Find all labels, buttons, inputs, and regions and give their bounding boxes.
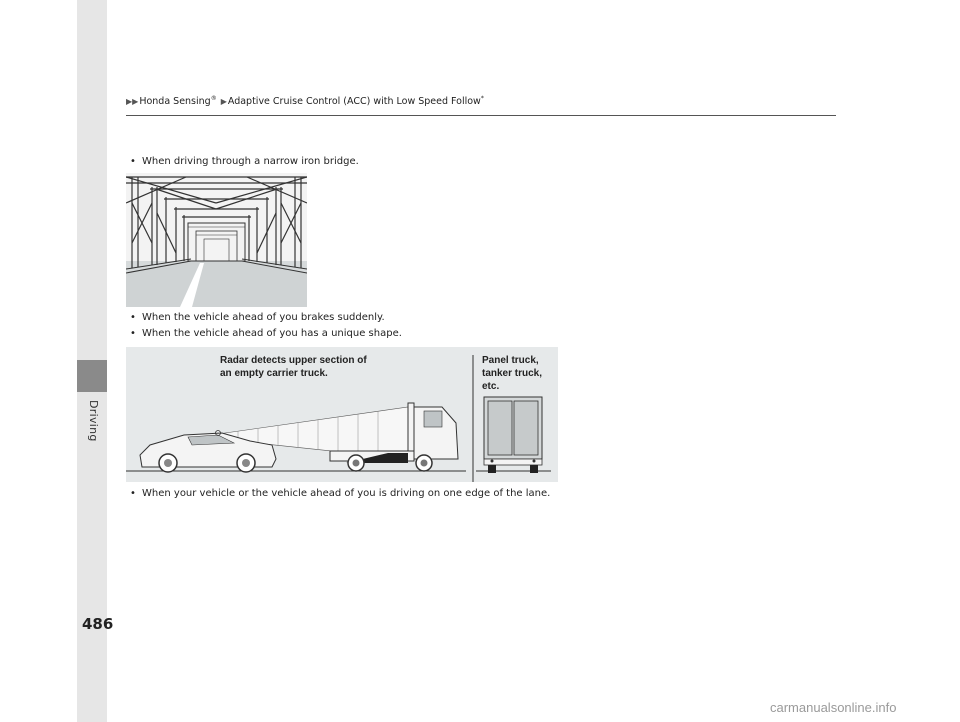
radar-label-line1: Radar detects upper section of [220,355,367,366]
breadcrumb-item-honda-sensing[interactable]: Honda Sensing® [139,95,217,108]
sidebar-section-label: Driving [87,400,100,442]
sidebar-tab-marker [77,360,107,392]
bullet-icon: • [130,328,136,339]
bullet-item: • When driving through a narrow iron bridge. [130,156,359,167]
page-number: 486 [82,615,114,633]
panel-truck-label-line2: tanker truck, [482,368,543,379]
panel-truck-label-line3: etc. [482,381,500,392]
bullet-icon: • [130,488,136,499]
breadcrumb-arrow-icon: ▶ [220,96,227,106]
bullet-icon: • [130,312,136,323]
radar-label-line2: an empty carrier truck. [220,368,328,379]
bullet-item: • When your vehicle or the vehicle ahead of you is driving on one edge of the lane. [130,488,551,499]
breadcrumb-arrow-icon: ▶▶ [126,96,139,106]
watermark: carmanualsonline.info [770,700,897,715]
bullet-icon: • [130,156,136,167]
radar-detection-illustration [126,347,558,482]
bullet-item: • When the vehicle ahead of you brakes suddenly. [130,312,385,323]
panel-truck-illustration [484,397,542,473]
bullet-item: • When the vehicle ahead of you has a unique shape. [130,328,402,339]
breadcrumb [126,95,488,107]
header-divider [126,115,836,116]
panel-truck-label-line1: Panel truck, [482,355,539,366]
breadcrumb-item-acc[interactable]: Adaptive Cruise Control (ACC) with Low Speed Follow* [227,95,484,108]
bridge-illustration [126,173,307,307]
